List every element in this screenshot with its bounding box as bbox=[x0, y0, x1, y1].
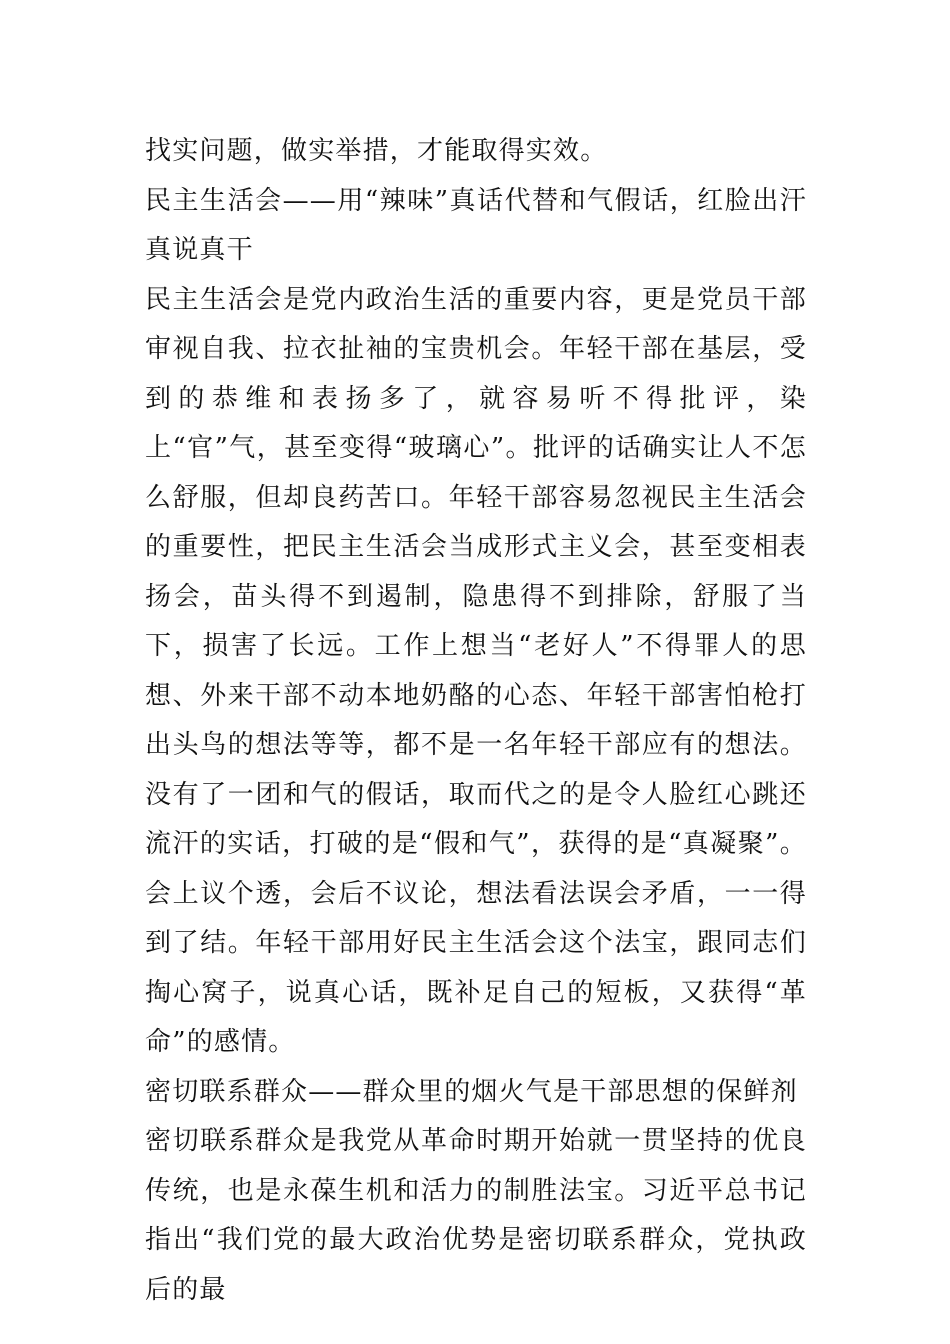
paragraph-close-contact-masses: 密切联系群众是我党从革命时期开始就一贯坚持的优良传统，也是永葆生机和活力的制胜法宝。习近平总书记指出“我们党的最大政治优势是密切联系群众，党执政后的最 bbox=[145, 1126, 807, 1305]
paragraph-democratic-life-meeting: 民主生活会是党内政治生活的重要内容，更是党员干部审视自我、拉衣扯袖的宝贵机会。年轻干部在基层，受到的恭维和表扬多了，就容易听不得批评，染上“官”气，甚至变得“玻璃心”。批评的话确实让人不怎么舒服，但却良药苦口。年轻干部容易忽视民主生活会的重要性，把民主生活会当成形式主义会，甚至变相表扬会，苗头得不到遏制，隐患得不到排除，舒服了当下，损害了长远。工作上想当“老好人”不得罪人的思想、外来干部不动本地奶酪的心态、年轻干部害怕枪打出头鸟的想法等等，都不是一名年轻干部应有的想法。没有了一团和气的假话，取而代之的是令人脸红心跳还流汗的实话，打破的是“假和气”，获得的是“真凝聚”。会上议个透，会后不议论，想法看法误会矛盾，一一得到了结。年轻干部用好民主生活会这个法宝，跟同志们掏心窝子，说真心话，既补足自己的短板，又获得“革命”的感情。 bbox=[145, 284, 807, 1057]
paragraph-intro-ending: 找实问题，做实举措，才能取得实效。 bbox=[145, 136, 608, 166]
section-heading-democratic-life-meeting: 民主生活会——用“辣味”真话代替和气假话，红脸出汗真说真干 bbox=[145, 185, 807, 265]
document-body bbox=[145, 127, 807, 1315]
section-heading-close-contact-masses: 密切联系群众——群众里的烟火气是干部思想的保鲜剂 bbox=[145, 1076, 798, 1107]
